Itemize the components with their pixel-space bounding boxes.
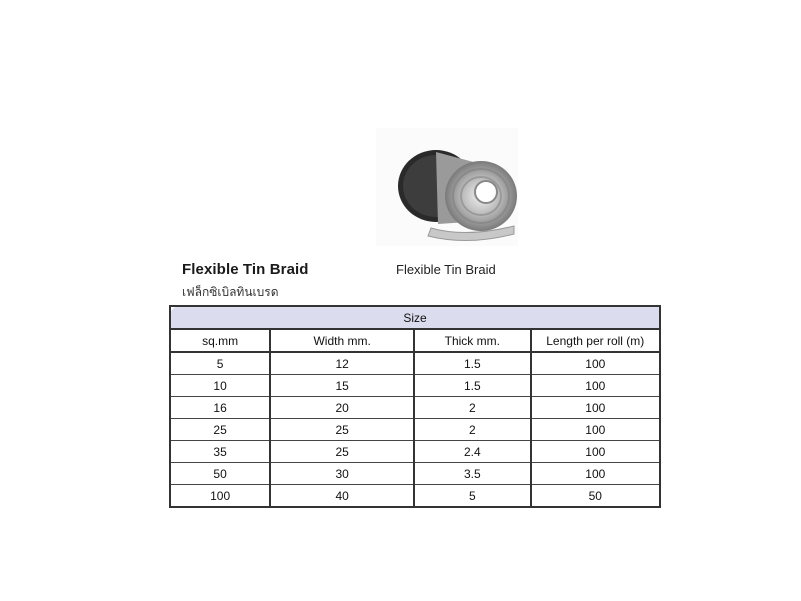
size-group-header: Size (170, 306, 660, 329)
table-row (170, 352, 660, 375)
product-title: Flexible Tin Braid (182, 261, 309, 278)
table-row (170, 463, 660, 485)
cell-length: 50 (531, 485, 660, 508)
cell-thick: 1.5 (414, 352, 531, 375)
cell-length: 100 (531, 397, 660, 419)
cell-length: 100 (531, 463, 660, 485)
size-group-row (170, 306, 660, 329)
column-header-row (170, 329, 660, 352)
cell-sqmm: 25 (170, 419, 270, 441)
cell-width: 30 (270, 463, 414, 485)
table-body (170, 352, 660, 507)
table-row (170, 397, 660, 419)
table-row (170, 375, 660, 397)
col-header-width: Width mm. (270, 329, 414, 352)
cell-width: 25 (270, 441, 414, 463)
col-header-length: Length per roll (m) (531, 329, 660, 352)
product-photo (376, 128, 518, 246)
cell-sqmm: 50 (170, 463, 270, 485)
cell-width: 20 (270, 397, 414, 419)
cell-length: 100 (531, 375, 660, 397)
cell-length: 100 (531, 441, 660, 463)
cell-width: 12 (270, 352, 414, 375)
cell-thick: 3.5 (414, 463, 531, 485)
spec-table (169, 305, 661, 508)
product-title-thai: เฟล็กซิเบิลทินเบรด (182, 285, 279, 299)
cell-sqmm: 35 (170, 441, 270, 463)
cell-width: 25 (270, 419, 414, 441)
cell-thick: 2 (414, 419, 531, 441)
table-row (170, 485, 660, 508)
cell-length: 100 (531, 419, 660, 441)
cell-thick: 5 (414, 485, 531, 508)
col-header-thick: Thick mm. (414, 329, 531, 352)
cell-length: 100 (531, 352, 660, 375)
cell-width: 40 (270, 485, 414, 508)
cell-thick: 1.5 (414, 375, 531, 397)
cell-sqmm: 100 (170, 485, 270, 508)
cell-width: 15 (270, 375, 414, 397)
cell-sqmm: 16 (170, 397, 270, 419)
table-row (170, 419, 660, 441)
cell-sqmm: 10 (170, 375, 270, 397)
cell-thick: 2 (414, 397, 531, 419)
product-caption: Flexible Tin Braid (396, 262, 496, 277)
col-header-sqmm: sq.mm (170, 329, 270, 352)
cell-thick: 2.4 (414, 441, 531, 463)
cell-sqmm: 5 (170, 352, 270, 375)
table-row (170, 441, 660, 463)
